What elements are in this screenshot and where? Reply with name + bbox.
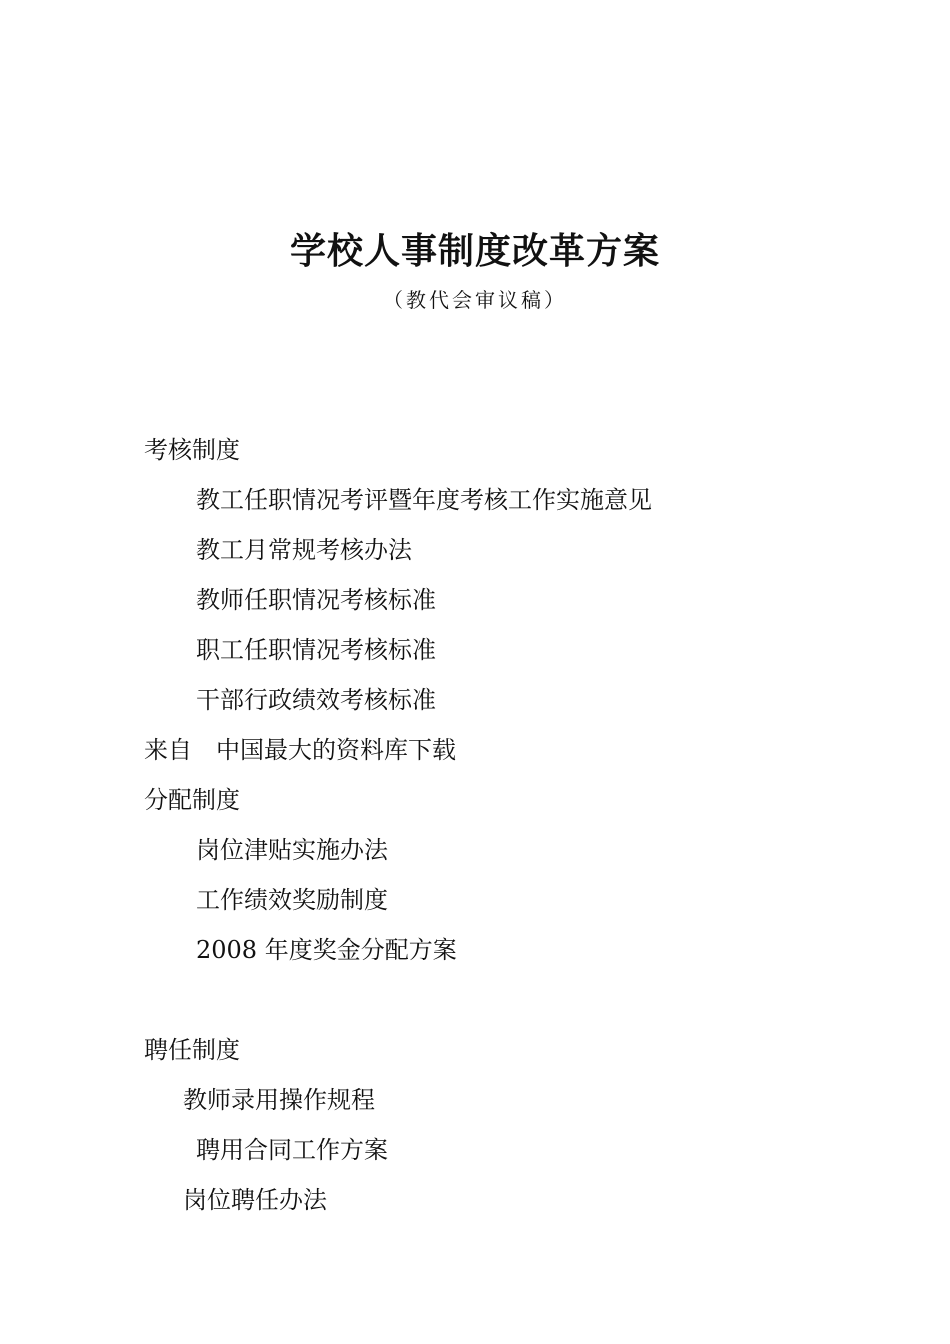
list-item: 干部行政绩效考核标准 xyxy=(196,686,436,714)
list-item: 岗位聘任办法 xyxy=(183,1186,327,1214)
list-item: 教工任职情况考评暨年度考核工作实施意见 xyxy=(196,486,652,514)
document-title: 学校人事制度改革方案 xyxy=(289,231,660,272)
list-item: 2008 年度奖金分配方案 xyxy=(196,936,457,964)
list-item: 教师任职情况考核标准 xyxy=(196,586,436,614)
list-item: 教工月常规考核办法 xyxy=(196,536,412,564)
list-item: 教师录用操作规程 xyxy=(183,1086,375,1114)
list-item: 岗位津贴实施办法 xyxy=(196,836,388,864)
section-heading-appointment: 聘任制度 xyxy=(144,1036,240,1064)
list-item: 职工任职情况考核标准 xyxy=(196,636,436,664)
section-heading-distribution: 分配制度 xyxy=(144,786,240,814)
list-item: 工作绩效奖励制度 xyxy=(196,886,388,914)
document-subtitle: （教代会审议稿） xyxy=(383,288,567,312)
list-item: 聘用合同工作方案 xyxy=(196,1136,388,1164)
source-note: 来自 中国最大的资料库下载 xyxy=(144,736,456,764)
section-heading-assessment: 考核制度 xyxy=(144,436,240,464)
